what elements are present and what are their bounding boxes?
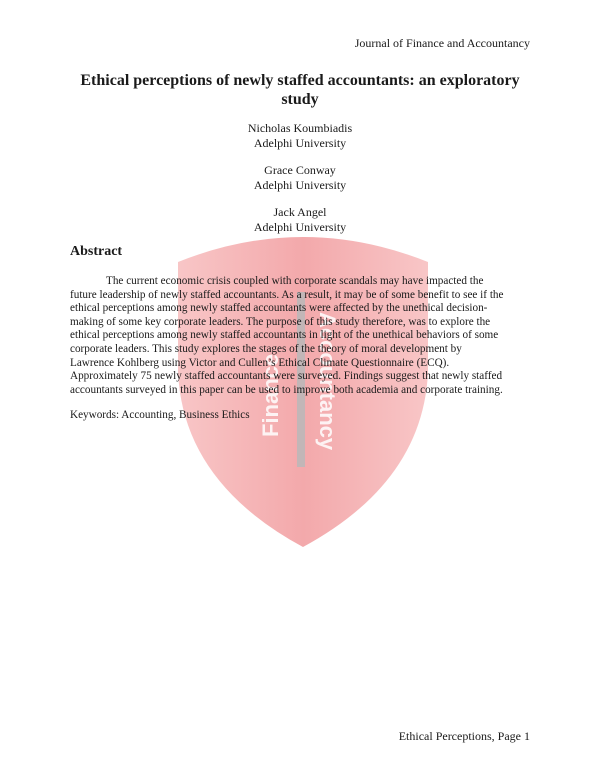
journal-name-header: Journal of Finance and Accountancy bbox=[354, 36, 530, 50]
abstract-line: corporate leaders. This study explores the stages of the theory of moral development by bbox=[70, 342, 462, 355]
watermark-text-finance: Finance bbox=[258, 353, 283, 437]
author-affiliation: Adelphi University bbox=[253, 136, 347, 150]
abstract-line: Lawrence Kohlberg using Victor and Cullen’s Ethical Climate Questionnaire (ECQ). bbox=[70, 356, 450, 369]
abstract-line: The current economic crisis coupled with corporate scandals may have impacted the bbox=[106, 275, 484, 287]
author-block bbox=[70, 163, 530, 193]
author-affiliation: Adelphi University bbox=[253, 220, 347, 234]
abstract-line: accountants surveyed in this paper can be used to improve both academia and corporate training. bbox=[70, 383, 503, 396]
author-block bbox=[70, 205, 530, 235]
abstract-line: future leadership of newly staffed accountants. As a result, it may be of some benefit to see if the bbox=[70, 288, 504, 301]
abstract-line: Approximately 75 newly staffed accountants were surveyed. Findings suggest that newly staffed bbox=[70, 370, 503, 383]
abstract-body bbox=[70, 275, 532, 397]
abstract-line: ethical perceptions among newly staffed accountants were affected by the unethical decision- bbox=[70, 302, 488, 315]
author-list bbox=[70, 121, 530, 247]
author-block bbox=[70, 121, 530, 151]
paper-title: Ethical perceptions of newly staffed accountants: an exploratory study bbox=[80, 72, 520, 108]
author-name: Jack Angel bbox=[273, 205, 327, 219]
abstract-heading: Abstract bbox=[70, 244, 123, 259]
watermark-text-accountancy: Accountancy bbox=[315, 312, 340, 451]
abstract-line: ethical perceptions among newly staffed accountants in light of the unethical behaviors of some bbox=[70, 329, 499, 342]
abstract-line: making of some key corporate leaders. The purpose of this study therefore, was to explore the bbox=[70, 315, 491, 328]
page-footer: Ethical Perceptions, Page 1 bbox=[398, 729, 530, 743]
keywords-line: Keywords: Accounting, Business Ethics bbox=[70, 409, 250, 421]
author-name: Nicholas Koumbiadis bbox=[247, 121, 353, 135]
author-name: Grace Conway bbox=[264, 163, 336, 177]
author-affiliation: Adelphi University bbox=[253, 178, 347, 192]
